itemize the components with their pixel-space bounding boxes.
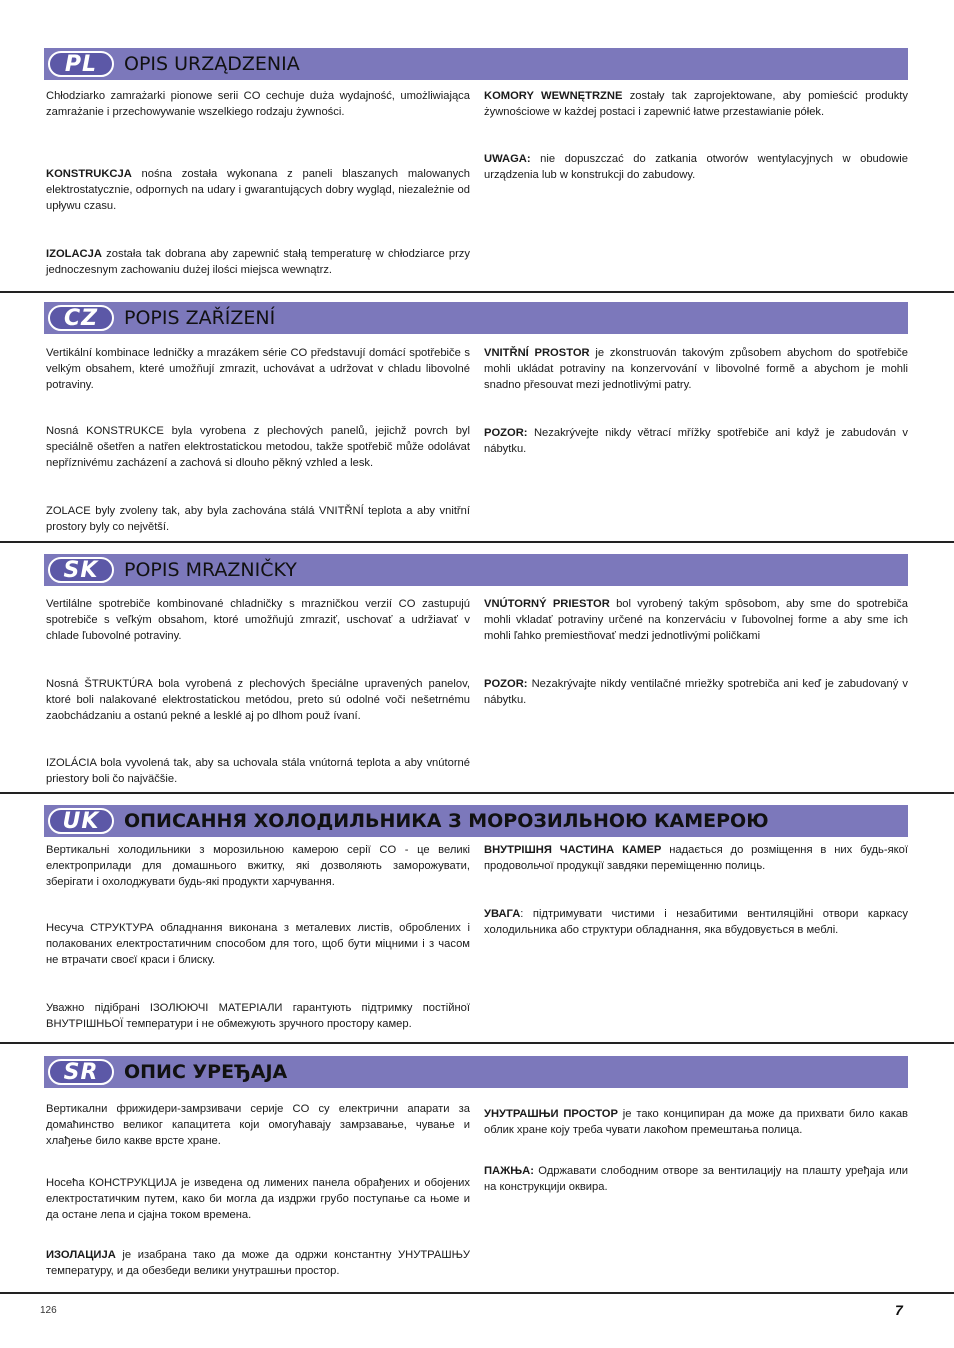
language-badge-pl: PL [48,51,114,77]
sk-paragraph-intro: Vertilálne spotrebiče kombinované chladničky s mrazničkou verzií CO zastupujú spotrebiče s veľkým obsahom, ktoré umožňujú zmraziť, uschovať a udržiavať v chlade ľubovolné potraviny. [46,598,470,642]
sr-paragraph-intro: Вертикални фрижидери-замрзивачи серије CO су електрични апарати за домаћинство великог капацитета који омогућавају замрзавање, чување и хлађење било какве врсте хране. [46,1103,470,1147]
section-title-uk: ОПИСАННЯ ХОЛОДИЛЬНИКА З МОРОЗИЛЬНОЮ КАМЕРОЮ [124,810,769,832]
cz-paragraph-intro: Vertikální kombinace ledničky a mrazákem série CO představují domácí spotřebiče s velkým obsahem, které umožňují zmrazit, uchovávat a udržovat v chladu libovolné potraviny. [46,347,470,391]
pl-paragraph-construction: KONSTRUKCJA nośna została wykonana z paneli blaszanych malowanych elektrostatycznie, odpornych na udary i gwarantujących dobry wygląd, niezależnie od upływu czasu. [46,168,470,212]
pl-paragraph-intro: Chłodziarko zamrażarki pionowe serii CO cechuje duża wydajność, umożliwiająca zamrażanie i przechowywanie wszelkiego rodzaju żywności. [46,90,470,118]
sr-paragraph-construction: Носећа КОНСТРУКЦИЈА је изведена од лимених панела обрађених и обојених електростатичким путем, како би могла да издржи грубо поступање са њоме и да остане лепа и сјајна током времена. [46,1177,470,1221]
section-title-cz: POPIS ZAŘÍZENÍ [124,307,276,329]
language-badge-sr: SR [48,1059,114,1085]
uk-paragraph-warning: УВАГА: підтримувати чистими і незабитими вентиляційні отвори каркасу холодильника або структури обладнання, яка вбудовується в меблі. [484,908,908,936]
pl-paragraph-warning: UWAGA: nie dopuszczać do zatkania otworów wentylacyjnych w obudowie urządzenia lub w konstrukcji do zabudowy. [484,153,908,181]
section-header-uk [44,805,908,837]
uk-paragraph-interior: ВНУТРІШНЯ ЧАСТИНА КАМЕР надається до розміщення в них будь-якої продовольчої продукції завдяки переміщенню полиць. [484,844,909,872]
sr-paragraph-interior: УНУТРАШЊИ ПРОСТОР је тако конципиран да може да прихвати било какав облик хране коју треба чувати лакоћом премештања полица. [484,1108,909,1136]
language-badge-sk: SK [48,557,114,583]
sr-paragraph-insulation: ИЗОЛАЦИЈА је изабрана тако да може да одржи константну УНУТРАШЊУ температуру, и да обезбеди велики унутрашњи простор. [46,1249,470,1277]
page-number: 7 [895,1302,903,1318]
sk-paragraph-insulation: IZOLÁCIA bola vyvolená tak, aby sa uchovala stála vnútorná teplota a aby vnútorné priestory boli čo najväčšie. [46,757,470,785]
cz-paragraph-construction: Nosná KONSTRUKCE byla vyrobena z plechových panelů, jejichž povrch byl speciálně ošetřen a natřen elektrostatickou metodou, takže spotřebič může odolávat nepříznivému zacházení a zachová si dlouho pěkný vzhled a lesk. [46,425,470,469]
section-divider [0,541,954,543]
section-title-pl: OPIS URZĄDZENIA [124,53,300,75]
uk-paragraph-insulation: Уважно підібрані ІЗОЛЮЮЧІ МАТЕРІАЛИ гарантують підтримку постійної ВНУТРІШНЬОЇ температури і не обмежують зручного простору камер. [46,1002,470,1030]
cz-paragraph-insulation: ZOLACE byly zvoleny tak, aby byla zachována stálá VNITŘNÍ teplota a aby vnitřní prostory byly co největší. [46,505,470,533]
section-header-pl [44,48,908,80]
section-header-sk [44,554,908,586]
sr-paragraph-warning: ПАЖЊА: Одржавати слободним отворе за вентилацију на плашту уређаја или на конструкцији оквира. [484,1165,908,1193]
sk-paragraph-warning: POZOR: Nezakrývajte nikdy ventilačné mriežky spotrebiča ani keď je zabudovaný v nábytku. [484,678,908,706]
section-header-cz [44,302,908,334]
cz-paragraph-interior: VNITŘNÍ PROSTOR je zkonstruován takovým způsobem abychom do spotřebiče mohli ukládat potraviny na konzervování v libovolné formě a abychom je mohli snadno přesouvat mezi jednotlivými patry. [484,347,908,391]
section-header-sr [44,1056,908,1088]
sk-paragraph-structure: Nosná ŠTRUKTÚRA bola vyrobená z plechových špeciálne upravených panelov, ktoré boli nalakované elektrostatickou metódou, preto sú odolné voči nešetrnému zaobchádzaniu a ostanú pekné a lesklé aj po dlhom použ ívaní. [46,678,470,722]
sk-paragraph-interior: VNÚTORNÝ PRIESTOR bol vyrobený takým spôsobom, aby sme do spotrebiča mohli vkladať potraviny určené na konzerváciu v ľubovolnej forme a aby sme ich mohli ľahko premiestňovať medzi jednotlivými poličkami [484,598,908,642]
pl-paragraph-chambers: KOMORY WEWNĘTRZNE zostały tak zaprojektowane, aby pomieścić produkty żywnościowe w każdej postaci i zapewnić łatwe przestawianie półek. [484,90,908,118]
pl-paragraph-insulation: IZOLACJA została tak dobrana aby zapewnić stałą temperaturę w chłodziarce przy jednoczesnym zachowaniu dużej ilości miejsca wewnątrz. [46,248,470,276]
section-divider [0,291,954,293]
language-badge-cz: CZ [48,305,114,331]
section-divider [0,792,954,794]
section-divider [0,1042,954,1044]
section-divider [0,1292,954,1294]
uk-paragraph-intro: Вертикальні холодильники з морозильною камерою серії CO - це великі електроприлади для домашнього вжитку, які дозволяють заморожувати, зберігати і охолоджувати будь-які продукти харчування. [46,844,470,888]
cz-paragraph-warning: POZOR: Nezakrývejte nikdy větrací mřížky spotřebiče ani když je zabudován v nábytku. [484,427,908,455]
uk-paragraph-structure: Несуча СТРУКТУРА обладнання виконана з металевих листів, оброблених і полакованих електростатичним способом для того, щоб бути міцними і з часом не втрачати своєї краси і блиску. [46,922,470,966]
language-badge-uk: UK [48,808,114,834]
footer-code: 126 [40,1305,57,1316]
section-title-sk: POPIS MRAZNIČKY [124,559,297,581]
section-title-sr: ОПИС УРЕЂАЈА [124,1061,288,1083]
